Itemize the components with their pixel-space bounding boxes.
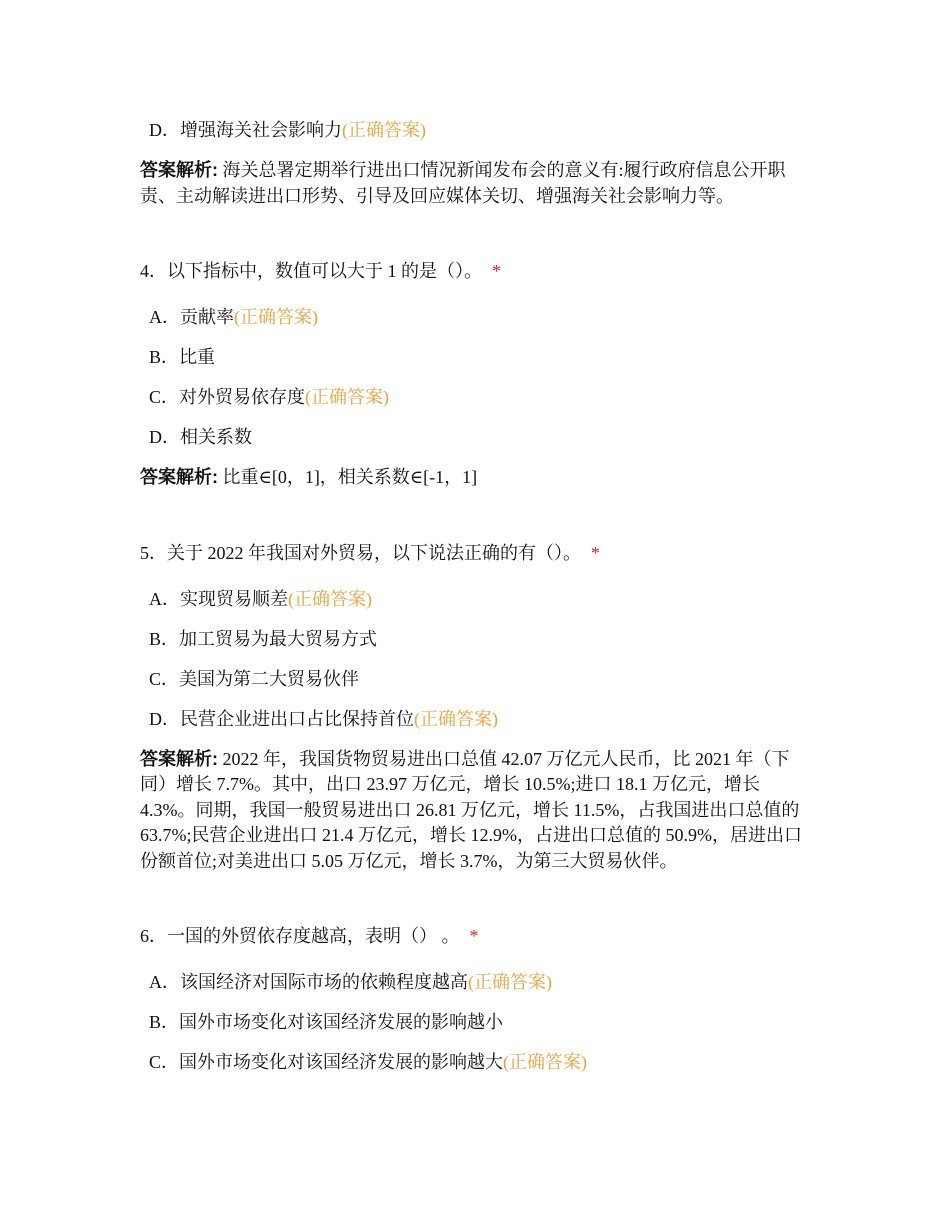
option-text: 国外市场变化对该国经济发展的影响越小 [179, 1012, 504, 1032]
required-asterisk: * [492, 261, 501, 281]
question-text: 一国的外贸依存度越高，表明（） 。 [167, 926, 460, 946]
q5-option-d[interactable] [140, 707, 810, 731]
q4-option-d[interactable] [140, 425, 810, 449]
option-text: 比重 [179, 347, 216, 367]
option-text: 加工贸易为最大贸易方式 [179, 628, 378, 649]
q6-option-a[interactable] [140, 970, 810, 994]
required-asterisk: * [591, 542, 600, 563]
analysis-text: 2022 年，我国货物贸易进出口总值 42.07 万亿元人民币，比 2021 年（下同）增长 7.7%。其中，出口 23.97 万亿元，增长 10.5%;进口 18.1 万亿元，增长 4.3%。同期，我国一般贸易进出口 26.81 万亿元，增长 11.5%，占我国进出口总值的 63.7%;民营企业进出口 21.4 万亿元，增长 12.9%，占进出口总值的 50.9%，居进出口份额首位;对美进出口 5.05 万亿元，增长 3.7%，为第三大贸易伙伴。 [140, 748, 802, 871]
analysis-text: 比重∈[0，1]，相关系数∈[-1，1] [222, 467, 478, 487]
option-letter: A． [149, 588, 180, 609]
option-letter: C． [149, 1052, 180, 1072]
question-5-title [140, 541, 810, 565]
correct-answer-tag: (正确答案) [468, 972, 552, 992]
required-asterisk: * [469, 926, 479, 946]
option-letter: B． [149, 347, 180, 367]
option-letter: A． [149, 307, 180, 327]
q6-option-c[interactable] [140, 1050, 810, 1074]
q4-answer-analysis [140, 465, 810, 491]
question-number: 4． [140, 261, 167, 281]
q5-answer-analysis [140, 747, 810, 875]
question-6-title [140, 924, 810, 948]
correct-answer-tag: (正确答案) [342, 120, 426, 140]
analysis-label: 答案解析: [140, 160, 218, 180]
option-text: 该国经济对国际市场的依赖程度越高 [180, 972, 468, 992]
q5-option-a[interactable] [140, 587, 810, 611]
q4-option-a[interactable] [140, 305, 810, 329]
question-number: 6． [140, 926, 167, 946]
option-text: 美国为第二大贸易伙伴 [179, 668, 360, 689]
analysis-label: 答案解析: [140, 748, 218, 769]
question-4-title [140, 259, 810, 283]
question-text: 关于 2022 年我国对外贸易，以下说法正确的有（）。 [167, 542, 581, 563]
question-number: 5． [140, 542, 167, 563]
option-letter: A． [149, 972, 180, 992]
option-text: 国外市场变化对该国经济发展的影响越大 [179, 1052, 504, 1072]
quiz-content [140, 118, 810, 1090]
correct-answer-tag: (正确答案) [234, 307, 318, 327]
option-letter: D． [149, 120, 180, 140]
option-letter: C． [149, 668, 180, 689]
correct-answer-tag: (正确答案) [288, 588, 372, 609]
option-letter: B． [149, 1012, 180, 1032]
q4-option-c[interactable] [140, 385, 810, 409]
correct-answer-tag: (正确答案) [414, 708, 498, 729]
correct-answer-tag: (正确答案) [305, 387, 390, 407]
option-text: 民营企业进出口占比保持首位 [180, 708, 414, 729]
option-letter: B． [149, 628, 180, 649]
option-letter: D． [149, 708, 180, 729]
q3-answer-analysis [140, 158, 810, 209]
option-text: 实现贸易顺差 [180, 588, 288, 609]
option-text: 增强海关社会影响力 [180, 120, 342, 140]
q6-option-b[interactable] [140, 1010, 810, 1034]
question-text: 以下指标中，数值可以大于 1 的是（）。 [167, 261, 482, 281]
option-text: 贡献率 [180, 307, 234, 327]
option-letter: D． [149, 427, 180, 447]
q5-option-c[interactable] [140, 667, 810, 691]
analysis-label: 答案解析: [140, 467, 218, 487]
q4-option-b[interactable] [140, 345, 810, 369]
analysis-text: 海关总署定期举行进出口情况新闻发布会的意义有:履行政府信息公开职责、主动解读进出口形势、引导及回应媒体关切、增强海关社会影响力等。 [140, 160, 786, 206]
option-text: 相关系数 [180, 427, 252, 447]
q5-option-b[interactable] [140, 627, 810, 651]
option-text: 对外贸易依存度 [179, 387, 306, 407]
q3-option-d[interactable] [140, 118, 810, 142]
option-letter: C． [149, 387, 180, 407]
correct-answer-tag: (正确答案) [503, 1052, 588, 1072]
